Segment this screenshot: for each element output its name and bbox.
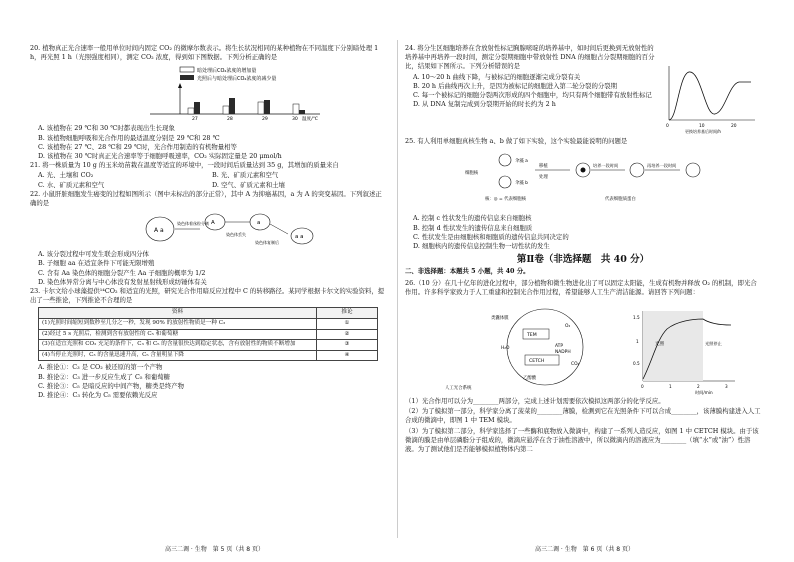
q21-option-d: D. 空气、矿质元素和土壤 bbox=[212, 180, 285, 189]
legend-label-1: 暗处理后CO₂浓度的增加量 bbox=[197, 68, 257, 75]
q22-stem: 22. 小鼠肝脏细胞发生癌变的过程如图所示（图中未标出的部分正常），其中 A 为抑癌基因，a 为 A 的突变基因。下列叙述正确的是 bbox=[30, 189, 382, 208]
q23-row-1: (1)光照时间缩短到数秒至几分之一秒，发现 90% 的放射性物质是一种 C₃ bbox=[39, 319, 317, 330]
q23-option-c: C. 推论③：C₅ 是暗反应的中间产物，糖类是终产物 bbox=[38, 381, 185, 390]
q20-option-d: D. 该植物在 30 ℃时真正光合速率等于细胞呼吸速率，CO₂ 实际固定量是 20 μmol/h bbox=[38, 152, 282, 161]
q20-option-b: B. 该植物细胞呼吸和光合作用的最适温度分别是 29 ℃和 28 ℃ bbox=[38, 133, 220, 142]
bar-30-light bbox=[299, 110, 305, 114]
q24-xtick-10: 10 bbox=[699, 124, 705, 129]
q23-mark-3: ③ bbox=[317, 340, 378, 351]
graph-ytick-1.5: 1.5 bbox=[633, 315, 640, 321]
organism-a bbox=[499, 154, 511, 166]
q22-option-b: B. 子细胞 aa 在适宜条件下可能无限增殖 bbox=[38, 259, 155, 268]
label-transplant: 移植 bbox=[539, 164, 548, 170]
bar-27-dark-proc bbox=[188, 108, 194, 114]
q24-option-a: A. 10～20 h 曲线下降，与被标记的细胞逐渐完成分裂有关 bbox=[413, 72, 581, 81]
label-b: 伞藻 b bbox=[515, 181, 528, 187]
xtick-28: 28 bbox=[227, 117, 233, 123]
graph-ytick-1: 1 bbox=[636, 339, 639, 345]
q25-option-b: B. 控制 d 性状发生的遗传信息来自细胞质 bbox=[413, 223, 533, 232]
x-axis-label: 温度/℃ bbox=[302, 117, 318, 123]
part-2-title: 第Ⅱ卷（非选择题 共 40 分） bbox=[516, 254, 650, 266]
q22-option-d: D. 染色体异常分离与中心体没有发射星射线形成纺锤体有关 bbox=[38, 277, 207, 286]
label-culture-1: 培养一段时间 bbox=[593, 163, 619, 169]
xtick-29: 29 bbox=[262, 117, 268, 123]
column-divider bbox=[397, 40, 398, 538]
bar-29-light bbox=[264, 100, 270, 114]
q21-option-a: A. 光、土壤和 CO₂ bbox=[38, 171, 94, 180]
q25-diagram bbox=[405, 148, 761, 212]
graph-label-light: 光照 bbox=[655, 342, 665, 348]
light-period-region bbox=[643, 311, 703, 381]
label-co2: CO₂ bbox=[571, 362, 580, 368]
hybrid-nucleus bbox=[581, 168, 586, 173]
q24-option-b: B. 20 h 后曲线再次上升，是因为被标记的细胞进入第二轮分裂的分裂期 bbox=[413, 81, 618, 90]
q23-row-2: (2)经过 5 s 光照后，检测到含有放射性的 C₅ 和葡萄糖 bbox=[39, 329, 317, 340]
q22-option-a: A. 该分裂过程中可发生联会形成四分体 bbox=[38, 250, 149, 259]
q26-stem: 26.（10 分）在几十亿年的进化过程中，部分植物和微生物进化出了可以固定太阳能，生成有机物并释放 O₂ 的机制，即光合作用。许多科学家致力于人工重建和控制光合作用过程，希望能够人工生产清洁能源。请回答下列问题： bbox=[405, 278, 757, 296]
graph-xtick-0: 0 bbox=[641, 384, 644, 390]
q22-diagram-svg bbox=[30, 210, 330, 248]
label-nucleus: 细胞核 bbox=[465, 171, 479, 177]
q24-block bbox=[405, 44, 761, 137]
legend-nucleus: 核：◎ = 代表细胞核 bbox=[485, 197, 527, 203]
q25-option-d: D. 细胞核内的遗传信息控制生物一切性状的发生 bbox=[413, 242, 550, 251]
q20-option-a: A. 该植物在 29 ℃和 30 ℃时都表现出生长现象 bbox=[38, 124, 175, 133]
result-cell-2 bbox=[686, 163, 700, 177]
table-row bbox=[39, 319, 378, 330]
bar-28-light bbox=[229, 98, 235, 114]
graph-xtick-2: 2 bbox=[697, 384, 700, 390]
label-replicate: 染色体复制后 bbox=[255, 240, 279, 246]
footer-right: 高三二调 · 生物 第 6 页（共 8 页） bbox=[535, 546, 634, 553]
daughter-3-genes: a a bbox=[295, 234, 304, 241]
q21-option-b: B. 光、矿质元素和空气 bbox=[212, 171, 279, 180]
q26-figures-svg bbox=[405, 299, 761, 395]
q23-row-4: (4)当停止光照时，C₃ 的含量迅速升高，C₅ 含量明显下降 bbox=[39, 350, 317, 361]
legend-swatch-light bbox=[180, 67, 194, 72]
arrow-3 bbox=[270, 224, 288, 234]
organism-b bbox=[499, 176, 511, 188]
label-atp: ATP bbox=[555, 344, 563, 350]
q25-option-c: C. 性状发生是由细胞核和细胞质的遗传信息共同决定的 bbox=[413, 232, 569, 241]
label-treat: 处理 bbox=[539, 175, 548, 181]
label-a: 伞藻 a bbox=[515, 159, 528, 165]
label-culture-2: 再培养一段时间 bbox=[647, 163, 677, 169]
q25-stem: 25. 有人利用单细胞真核生物 a、b 做了如下实验，这个实验最能说明的问题是 bbox=[405, 137, 628, 146]
q22-cell-diagram bbox=[30, 210, 386, 248]
label-o2: O₂ bbox=[565, 324, 571, 330]
q21-options bbox=[30, 171, 386, 189]
graph-ytick-0.5: 0.5 bbox=[633, 361, 640, 367]
q23-mark-2: ② bbox=[317, 329, 378, 340]
q23-mark-4: ④ bbox=[317, 350, 378, 361]
q26-sub2: （2）为了模拟第一部分，科学家分离了菠菜的________薄膜，检测到它在光照条件下可以合成________，该薄膜构建进入人工合成的微滴中，即图 1 中 TEM 模块。 bbox=[405, 407, 761, 425]
q22-option-c: C. 含有 Aa 染色体的细胞分裂产生 Aa 子细胞的概率为 1/2 bbox=[38, 268, 206, 277]
q23-col-inference: 推论 bbox=[317, 308, 378, 319]
bar-29-dark-proc bbox=[258, 102, 264, 114]
table-row bbox=[39, 329, 378, 340]
section-2-title: 二、非选择题：本题共 5 小题，共 40 分。 bbox=[405, 267, 530, 276]
q20-chart-svg bbox=[30, 64, 330, 122]
q20-stem: 20. 植物真正光合速率一般用单位时间内固定 CO₂ 的微摩尔数表示。将生长状况相同的某种植物在不同温度下分别暗处理 1 h，再光照 1 h（光照强度相同），测定 CO₂ 浓度，得到如下图数据。下列分析正确的是 bbox=[30, 44, 379, 62]
legend-swatch-dark bbox=[180, 75, 194, 80]
q23-option-b: B. 推论②：C₃ 进一步反应生成了 C₅ 和葡萄糖 bbox=[38, 372, 171, 381]
table-row bbox=[39, 350, 378, 361]
q23-col-material: 资料 bbox=[39, 308, 317, 319]
q23-option-a: A. 推论①：C₃ 是 CO₂ 被还原的第一个产物 bbox=[38, 363, 163, 372]
table-row bbox=[39, 340, 378, 351]
q24-curve bbox=[669, 72, 751, 120]
q21-option-c: C. 水、矿质元素和空气 bbox=[38, 180, 105, 189]
q24-option-d: D. 从 DNA 复制完成到分裂期开始的时长约为 2 h bbox=[413, 100, 556, 109]
q23-stem: 23. 卡尔文给小球藻提供¹⁴CO₂ 和适宜的光照，研究光合作用暗反应过程中 C 的转移路径。某同学根据卡尔文的实验资料，提出了一些推论，下列推论不合理的是 bbox=[30, 287, 385, 305]
q24-text bbox=[405, 44, 655, 137]
label-glycolate: 乙醇酸 bbox=[523, 376, 537, 382]
q24-option-c: C. 每一个被标记的细胞分裂两次形成的四个细胞中，均只有两个细胞带有放射性标记 bbox=[413, 91, 652, 100]
q24-graph-svg bbox=[655, 44, 761, 134]
droplet-circle bbox=[507, 309, 583, 385]
q21-stem: 21. 将一株质量为 10 g 的玉米幼苗栽在温度等适宜的环境中，一段时间后质量达到 35 g，其增加的质量来自 bbox=[30, 161, 339, 170]
graph-xtick-1: 1 bbox=[669, 384, 672, 390]
q23-mark-1: ① bbox=[317, 319, 378, 330]
label-thylakoid: 类囊体膜 bbox=[491, 316, 509, 322]
label-cetch: CETCH bbox=[529, 359, 545, 365]
label-tem: TEM bbox=[527, 333, 537, 339]
bar-27-light bbox=[194, 102, 200, 114]
label-h2o: H₂O bbox=[501, 346, 510, 352]
q26-figures bbox=[405, 299, 761, 395]
q26-sub1: （1）光合作用可以分为________两部分，完成上述计划需要依次模拟这两部分的化学反应。 bbox=[405, 397, 665, 406]
q24-graph bbox=[655, 44, 761, 137]
bar-30-dark-proc bbox=[293, 104, 299, 114]
y-axis-arrow bbox=[178, 83, 182, 88]
daughter-1-gene: A bbox=[211, 220, 215, 227]
legend-protein: 代表细胞质蛋白 bbox=[605, 197, 636, 203]
graph-label-off: 光照停止 bbox=[705, 341, 722, 347]
q26-sub3: （3）为了模拟第二部分，科学家选择了一些酶和底物放入微滴中，构建了一系列人造反应，如图 1 中 CETCH 模块。由于该微滴的膜是由单层磷脂分子组成的，微滴应悬浮在含于油性溶液中，所以微滴内的溶液应为________（填“水”或“油”）性溶液。为了测试他们是否能够模拟植物体内第二 bbox=[405, 426, 759, 454]
q24-xtick-20: 20 bbox=[731, 124, 737, 129]
parent-cell-genes: A a bbox=[154, 227, 164, 235]
label-artificial-system: 人工光合系统 bbox=[445, 386, 472, 392]
xtick-27: 27 bbox=[192, 117, 198, 123]
q20-option-c: C. 该植物在 27 ℃、28 ℃和 29 ℃时，光合作用制造的有机物量相等 bbox=[38, 142, 237, 151]
q25-option-a: A. 控制 c 性状发生的遗传信息来自细胞核 bbox=[413, 214, 532, 223]
label-lost: 染色体丢失 bbox=[226, 232, 246, 238]
q23-table bbox=[38, 307, 378, 361]
q23-table-header bbox=[39, 308, 378, 319]
q24-stem: 24. 将分生区细胞培养在含放射性标记胸腺嘧啶的培养基中，如时间后更换到无放射性的培养基中再培养一段时间，测定分裂期细胞中带放射性 DNA 的细胞占分裂期细胞的百分比，结果如下图所示。下列分析错误的是 bbox=[405, 44, 655, 71]
right-column bbox=[405, 44, 761, 455]
label-centromere: 染色体着丝粒分离 bbox=[177, 221, 209, 227]
graph-xtick-3: 3 bbox=[725, 384, 728, 390]
q24-xtick-0: 0 bbox=[666, 124, 669, 129]
q25-diagram-svg bbox=[405, 148, 761, 212]
daughter-2-gene: a bbox=[257, 220, 261, 227]
footer-left: 高三二调 · 生物 第 5 页（共 8 页） bbox=[165, 546, 264, 553]
q23-option-d: D. 推论④：C₃ 转化为 C₅ 需要依赖光反应 bbox=[38, 391, 158, 400]
label-nadph: NADPH bbox=[555, 350, 571, 356]
q24-x-label: 更换培养基后时间/h bbox=[685, 129, 721, 134]
xtick-30: 30 bbox=[292, 117, 298, 123]
left-column bbox=[30, 44, 386, 400]
bar-28-dark-proc bbox=[223, 106, 229, 114]
q23-row-3: (3)在适宜光照和 CO₂ 充足的条件下，C₃ 和 C₅ 的含量很快达到稳定状态，含有放射性的物质不断增加 bbox=[39, 340, 317, 351]
graph-x-label: 时间/min bbox=[695, 390, 713, 396]
result-cell-1 bbox=[630, 163, 644, 177]
legend-label-2: 光照后与暗处理后CO₂浓度的减少量 bbox=[197, 76, 277, 83]
q20-bar-chart bbox=[30, 64, 386, 122]
